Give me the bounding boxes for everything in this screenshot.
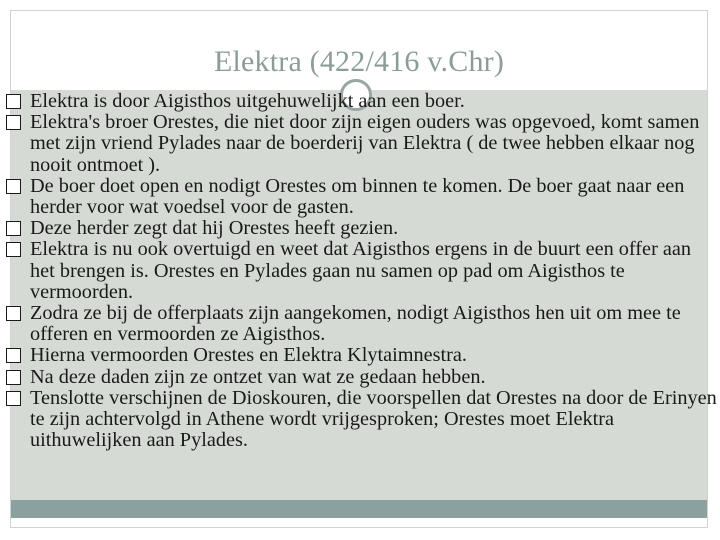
bullet-item [6,218,718,239]
bullet-list [6,91,718,451]
bottom-band [11,500,707,518]
bullet-item [6,239,718,303]
bullet-item [6,91,718,112]
bullet-item [6,176,718,218]
square-bullet-icon [6,179,21,194]
bullet-text: Zodra ze bij de offerplaats zijn aangekomen, nodigt Aigisthos hen uit om mee te offeren en vermoorden ze Aigisthos. [30,302,681,346]
bullet-text: De boer doet open en nodigt Orestes om binnen te komen. De boer gaat naar een herder voor wat voedsel voor de gasten. [30,174,685,219]
square-bullet-icon [6,115,21,130]
square-bullet-icon [6,348,21,363]
bullet-text: Na deze daden zijn ze ontzet van wat ze gedaan hebben. [30,365,486,388]
square-bullet-icon [6,391,21,406]
bullet-text: Elektra is door Aigisthos uitgehuwelijkt aan een boer. [30,90,465,112]
slide-title: Elektra (422/416 v.Chr) [213,45,505,78]
square-bullet-icon [6,221,21,236]
bullet-text: Deze herder zegt dat hij Orestes heeft gezien. [30,217,399,240]
bullet-item [6,303,718,345]
bullet-text: Hierna vermoorden Orestes en Elektra Klytaimnestra. [30,344,468,367]
bullet-item [6,388,718,452]
square-bullet-icon [6,94,21,109]
square-bullet-icon [6,306,21,321]
bullet-item [6,112,718,176]
square-bullet-icon [6,370,21,385]
bullet-item [6,345,718,366]
bullet-item [6,367,718,388]
bullet-text: Elektra is nu ook overtuigd en weet dat Aigisthos ergens in de buurt een offer aan het brengen is. Orestes en Pylades gaan nu samen op pad om Aigisthos te vermoorden. [30,238,692,303]
bullet-text: Tenslotte verschijnen de Dioskouren, die voorspellen dat Orestes na door de Erinyen te zijn achtervolgd in Athene wordt vrijgesproken; Orestes moet Elektra uithuwelijken aan Pylades. [30,386,717,452]
title-area [11,11,707,90]
square-bullet-icon [6,242,21,257]
bullet-text: Elektra's broer Orestes, die niet door zijn eigen ouders was opgevoed, komt samen met zijn vriend Pylades naar de boerderij van Elektra ( de twee hebben elkaar nog nooit ontmoet ). [30,111,700,176]
